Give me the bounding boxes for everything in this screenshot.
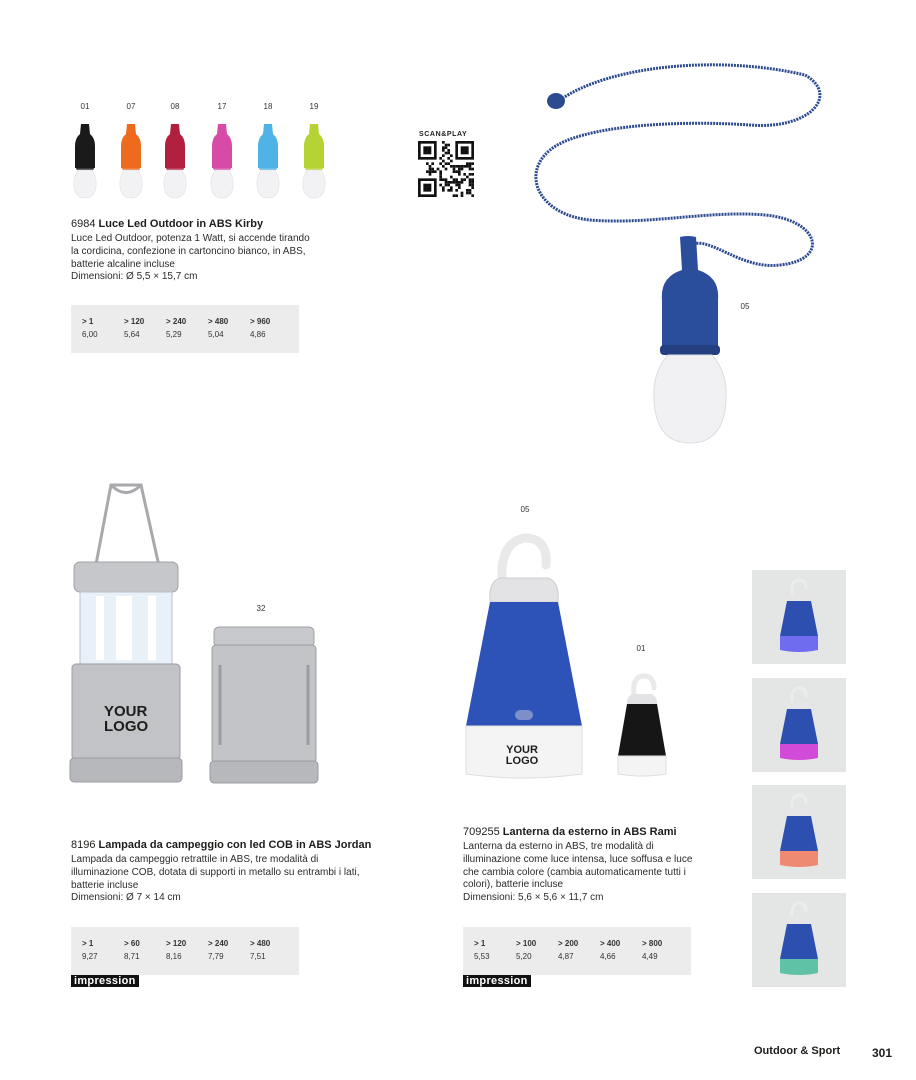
price-value: 5,04: [208, 330, 224, 339]
jordan-logo-placeholder: [104, 703, 149, 735]
jordan-variant-code: 32: [256, 604, 266, 613]
jordan-price-column: [250, 937, 270, 963]
jordan-price-column: [124, 937, 140, 963]
rami-brand-logo: impression: [463, 975, 531, 987]
kirby-variant-code: 18: [263, 102, 273, 111]
logo-line: YOUR: [506, 744, 538, 756]
kirby-desc-line: Luce Led Outdoor, potenza 1 Watt, si accende tirando: [71, 233, 310, 244]
logo-line: LOGO: [505, 755, 539, 767]
cord-toggle: [547, 93, 565, 109]
kirby-description: [71, 233, 310, 284]
jordan-desc-line: Lampada da campeggio retrattile in ABS, tre modalità di: [71, 854, 319, 865]
lamp-neck: [660, 345, 720, 355]
kirby-variant-swatch[interactable]: [119, 122, 143, 200]
jordan-price-table: [71, 927, 299, 975]
lamp-body: [662, 236, 718, 354]
jordan-lantern-open-image: [66, 480, 186, 785]
rami-price-column: [642, 937, 662, 963]
logo-line: YOUR: [104, 703, 148, 720]
rami-dimensions: Dimensioni: 5,6 × 5,6 × 11,7 cm: [463, 892, 604, 904]
rami-small-variant-code: 01: [636, 644, 646, 653]
rami-product-code: 709255: [463, 826, 500, 838]
jordan-product-title: [71, 839, 371, 852]
jordan-desc-line: batterie incluse: [71, 879, 139, 891]
rami-price-table: [463, 927, 691, 975]
price-quantity: > 240: [208, 939, 229, 948]
price-quantity: > 100: [516, 939, 537, 948]
qr-code-icon[interactable]: [418, 141, 474, 197]
rami-product-name: Lanterna da esterno in ABS Rami: [502, 826, 677, 838]
jordan-description: [71, 854, 359, 905]
rami-glow-thumbnail[interactable]: [752, 893, 846, 987]
jordan-product-name: Lampada da campeggio con led COB in ABS Jordan: [98, 839, 372, 851]
jordan-dimensions: Dimensioni: Ø 7 × 14 cm: [71, 892, 181, 904]
kirby-variant-swatch[interactable]: [73, 122, 97, 200]
jordan-price-column: [166, 937, 186, 963]
kirby-desc-line: batterie alcaline incluse: [71, 258, 175, 270]
rami-thumb-lantern: [752, 678, 846, 772]
kirby-variant-code: 08: [170, 102, 180, 111]
rami-description: [463, 841, 692, 905]
price-value: 4,66: [600, 952, 616, 961]
price-quantity: > 120: [124, 317, 145, 326]
kirby-variant-code: 01: [80, 102, 90, 111]
jordan-lantern-closed-image: [208, 625, 320, 785]
price-quantity: > 120: [166, 939, 187, 948]
kirby-product-name: Luce Led Outdoor in ABS Kirby: [98, 218, 264, 230]
kirby-product-title: [71, 218, 263, 231]
price-value: 8,71: [124, 952, 140, 961]
rami-glow-thumbnail[interactable]: [752, 570, 846, 664]
price-value: 6,00: [82, 330, 98, 339]
rami-logo-placeholder: [505, 745, 539, 767]
kirby-price-table: [71, 305, 299, 353]
kirby-variant-code: 07: [126, 102, 136, 111]
price-value: 5,20: [516, 952, 532, 961]
price-value: 5,64: [124, 330, 140, 339]
kirby-variant-swatch[interactable]: [256, 122, 280, 200]
price-value: 4,49: [642, 952, 658, 961]
price-quantity: > 60: [124, 939, 140, 948]
price-quantity: > 200: [558, 939, 579, 948]
price-quantity: > 1: [474, 939, 486, 948]
price-value: 7,79: [208, 952, 224, 961]
kirby-price-column: [82, 315, 98, 341]
price-quantity: > 960: [250, 317, 271, 326]
rami-product-title: [463, 826, 677, 839]
kirby-variant-code: 19: [309, 102, 319, 111]
price-quantity: > 480: [250, 939, 271, 948]
kirby-hero-image: [520, 55, 840, 455]
lamp-bulb: [654, 355, 726, 443]
price-quantity: > 400: [600, 939, 621, 948]
scan-play-label: SCAN&PLAY: [419, 131, 468, 138]
jordan-brand-logo: impression: [71, 975, 139, 987]
kirby-product-code: 6984: [71, 218, 96, 230]
price-value: 7,51: [250, 952, 266, 961]
rami-desc-line: illuminazione come luce intensa, luce soffusa e luce: [463, 853, 693, 865]
jordan-price-column: [82, 937, 98, 963]
lantern-hook: [502, 538, 546, 580]
kirby-price-column: [208, 315, 228, 341]
price-value: 8,16: [166, 952, 182, 961]
footer-category: Outdoor & Sport: [754, 1045, 841, 1057]
price-value: 9,27: [82, 952, 98, 961]
rami-desc-line: colori), batterie incluse: [463, 879, 564, 891]
rami-glow-thumbnail[interactable]: [752, 785, 846, 879]
kirby-price-column: [166, 315, 186, 341]
rami-main-variant-code: 05: [520, 505, 530, 514]
rami-thumb-lantern: [752, 785, 846, 879]
rami-thumb-lantern: [752, 570, 846, 664]
page-number: 301: [872, 1046, 893, 1060]
price-quantity: > 480: [208, 317, 229, 326]
rami-price-column: [474, 937, 490, 963]
jordan-desc-line: illuminazione COB, dotata di supporti in metallo su entrambi i lati,: [71, 866, 360, 878]
rami-thumb-lantern: [752, 893, 846, 987]
lantern-blue-body: [466, 602, 582, 726]
kirby-variant-swatch[interactable]: [302, 122, 326, 200]
kirby-variant-swatch[interactable]: [163, 122, 187, 200]
rami-glow-thumbnail[interactable]: [752, 678, 846, 772]
rami-price-column: [600, 937, 620, 963]
rami-desc-line: che cambia colore (cambia automaticamente tutti i: [463, 866, 686, 878]
logo-line: LOGO: [104, 718, 149, 735]
pull-cord: [536, 65, 820, 266]
price-value: 5,29: [166, 330, 182, 339]
kirby-dimensions: Dimensioni: Ø 5,5 × 15,7 cm: [71, 271, 198, 283]
rami-lantern-black-image: [614, 672, 670, 780]
price-quantity: > 1: [82, 939, 94, 948]
rami-desc-line: Lanterna da esterno in ABS, tre modalità di: [463, 841, 654, 852]
price-quantity: > 1: [82, 317, 94, 326]
kirby-desc-line: la cordicina, confezione in cartoncino bianco, in ABS,: [71, 245, 306, 257]
rami-price-column: [558, 937, 578, 963]
price-quantity: > 240: [166, 317, 187, 326]
price-value: 4,87: [558, 952, 574, 961]
jordan-product-code: 8196: [71, 839, 96, 851]
kirby-variant-code: 17: [217, 102, 227, 111]
price-value: 4,86: [250, 330, 266, 339]
kirby-price-column: [124, 315, 144, 341]
jordan-price-column: [208, 937, 228, 963]
kirby-variant-swatch[interactable]: [210, 122, 234, 200]
price-quantity: > 800: [642, 939, 663, 948]
price-value: 5,53: [474, 952, 490, 961]
kirby-price-column: [250, 315, 270, 341]
kirby-hero-variant-code: 05: [740, 302, 750, 311]
rami-price-column: [516, 937, 536, 963]
